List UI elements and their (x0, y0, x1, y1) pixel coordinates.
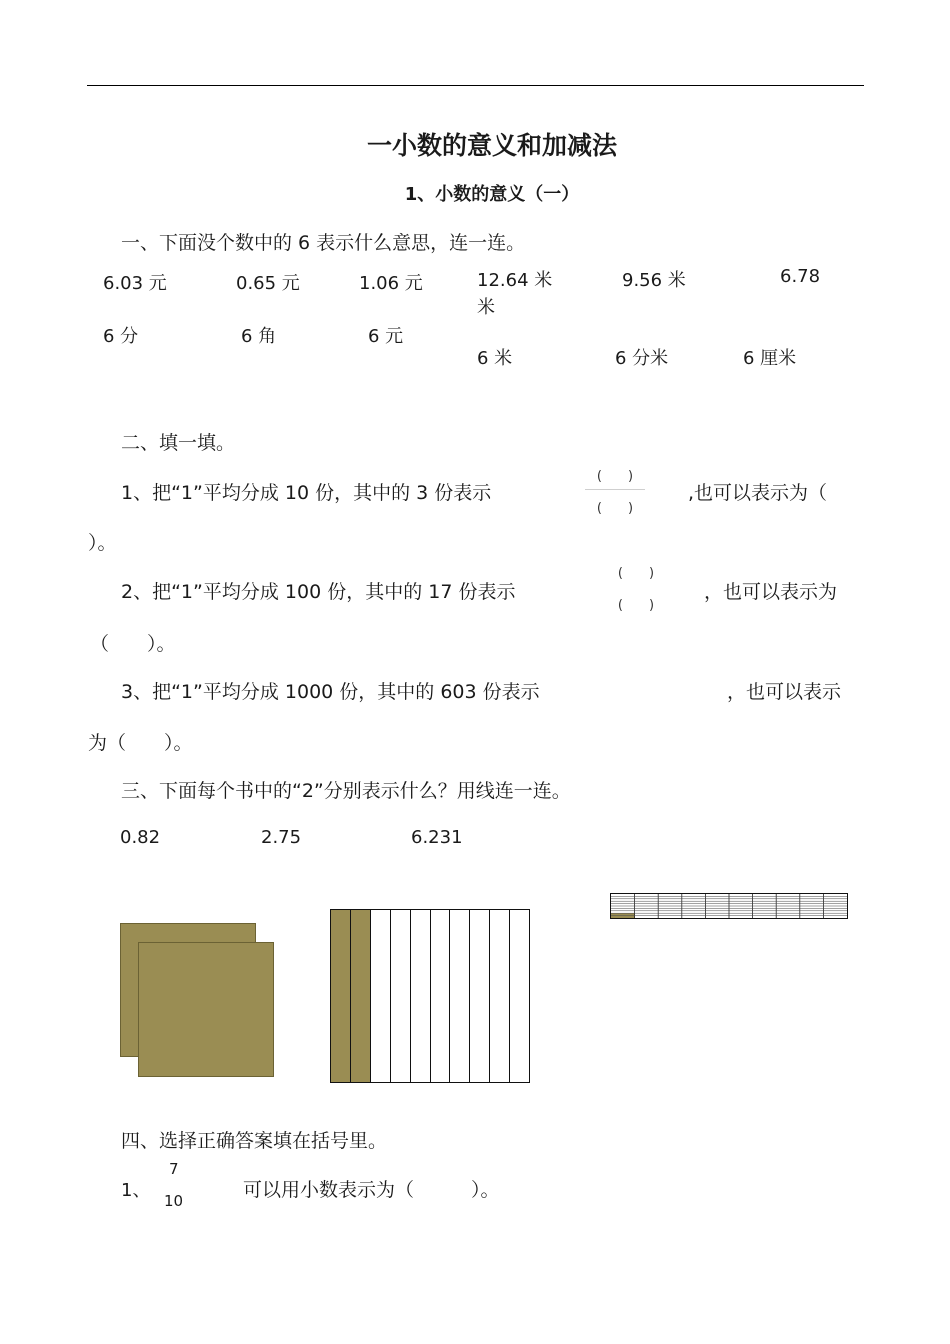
question-text: 1、把“1”平均分成 10 份，其中的 3 份表示 (121, 482, 492, 504)
unit-item: 6 角 (241, 326, 277, 347)
unit-item: 6 元 (368, 326, 404, 347)
number-item: 1.06 元 (359, 273, 423, 294)
number-item: 2.75 (261, 827, 302, 848)
question-text: （ ）。 (90, 633, 176, 655)
question-text: ，也可以表示 (727, 681, 842, 703)
question-text: ，也可以表示为 (704, 581, 838, 603)
tenth-strip (351, 910, 371, 1082)
question-text: ,也可以表示为（ (688, 482, 828, 504)
number-item: 6.03 元 (103, 273, 167, 294)
tenth-strip (411, 910, 431, 1082)
tenth-strip (470, 910, 490, 1082)
number-item: 9.56 米 (622, 270, 686, 291)
number-item: 12.64 米 (477, 270, 553, 291)
tenths-strip-model (330, 909, 530, 1083)
fraction-denominator: 10 (164, 1192, 184, 1210)
hundredths-grid-model (610, 893, 848, 919)
number-item: 6.231 (411, 827, 463, 848)
question-text: 2、把“1”平均分成 100 份，其中的 17 份表示 (121, 581, 516, 603)
fraction-denominator-blank: ( ) (617, 598, 655, 613)
header-rule (87, 85, 864, 86)
number-item: 0.65 元 (236, 273, 300, 294)
fraction-numerator-blank: ( ) (617, 566, 655, 581)
tenth-strip (431, 910, 451, 1082)
tenth-strip (331, 910, 351, 1082)
fraction-bar (585, 489, 645, 490)
unit-item: 6 厘米 (743, 348, 797, 369)
unit-item: 6 分米 (615, 348, 669, 369)
section1-heading: 一、下面没个数中的 6 表示什么意思，连一连。 (121, 232, 526, 254)
number-item: 0.82 (120, 827, 161, 848)
whole-square-front (138, 942, 274, 1077)
page-title: 一小数的意义和加减法 (366, 131, 617, 160)
question-text: 3、把“1”平均分成 1000 份，其中的 603 份表示 (121, 681, 540, 703)
section4-heading: 四、选择正确答案填在括号里。 (121, 1130, 388, 1152)
unit-item: 6 分 (103, 326, 139, 347)
section3-heading: 三、下面每个书中的“2”分别表示什么？用线连一连。 (121, 780, 571, 802)
fraction-numerator-blank: ( ) (596, 469, 634, 484)
lesson-subtitle: 1、小数的意义（一） (404, 184, 580, 205)
fraction-denominator-blank: ( ) (596, 501, 634, 516)
number-item-wrap: 米 (477, 297, 495, 318)
tenth-strip (371, 910, 391, 1082)
question-text: ）。 (88, 532, 117, 554)
question-text: 可以用小数表示为（ ）。 (243, 1179, 500, 1201)
tenth-strip (450, 910, 470, 1082)
section2-heading: 二、填一填。 (121, 432, 236, 454)
tenth-strip (510, 910, 529, 1082)
number-item: 6.78 (780, 266, 821, 287)
tenth-strip (490, 910, 510, 1082)
fraction-numerator: 7 (169, 1160, 179, 1178)
tenth-strip (391, 910, 411, 1082)
grid-filled-cell (611, 916, 635, 918)
unit-item: 6 米 (477, 348, 513, 369)
grid-filled-cell (611, 913, 635, 915)
question-text: 为（ ）。 (88, 732, 193, 754)
question-number: 1、 (121, 1180, 151, 1201)
